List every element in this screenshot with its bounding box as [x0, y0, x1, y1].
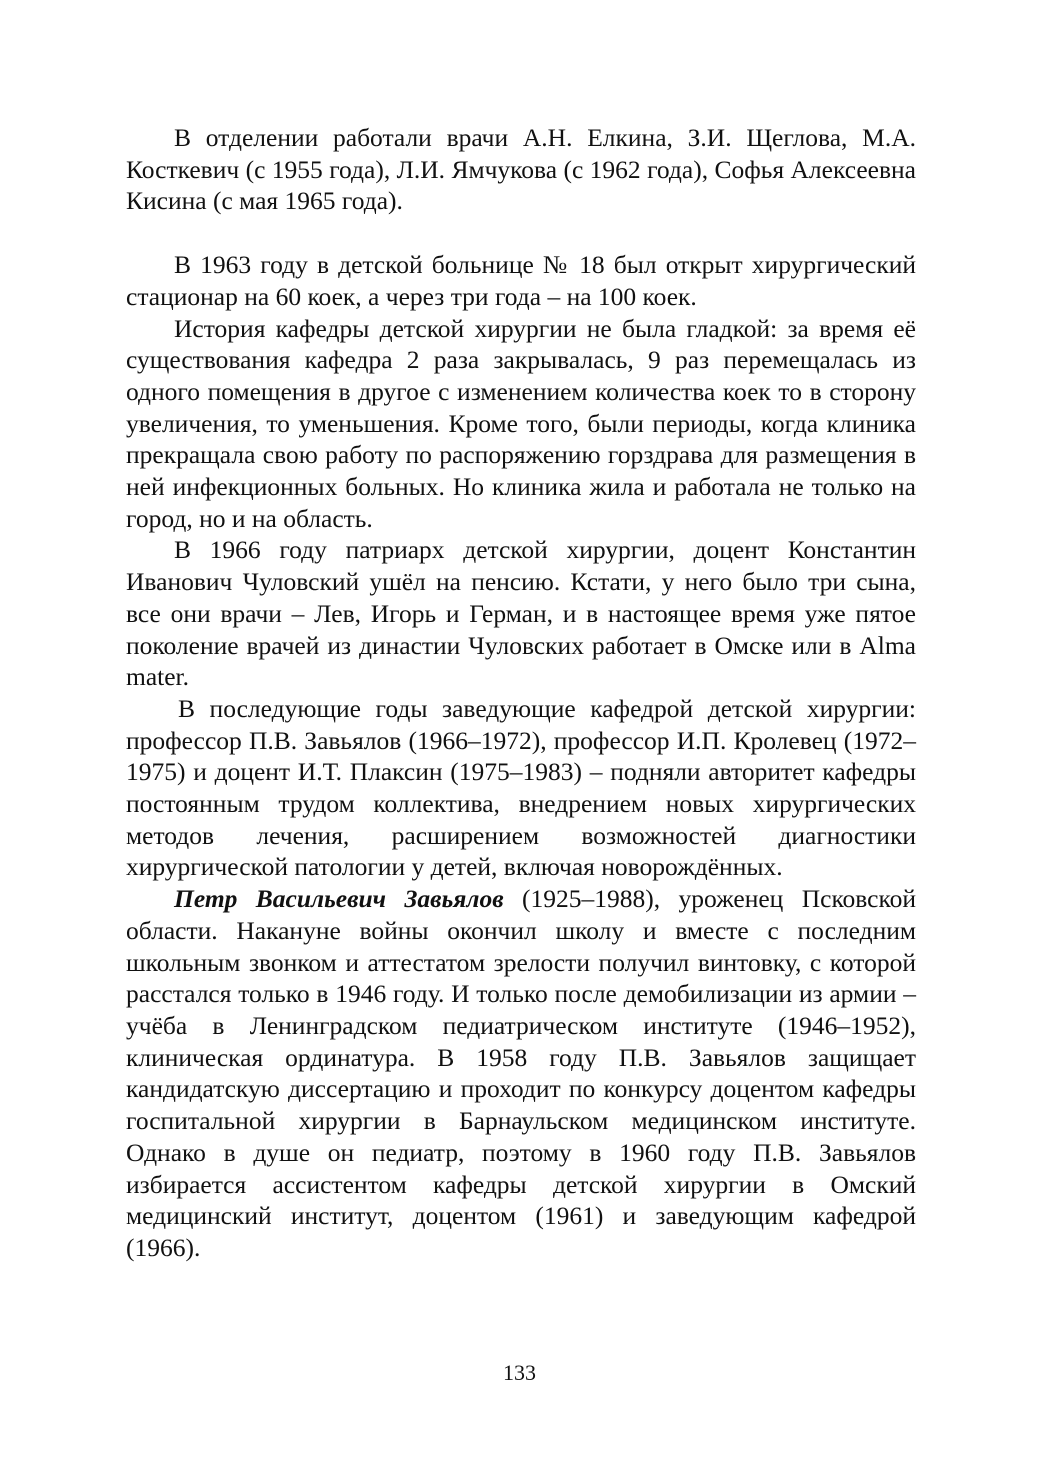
paragraph-staff: В отделении работали врачи А.Н. Елкина, З.И. Щеглова, М.А. Косткевич (с 1955 года), Л.И. Ямчукова (с 1962 года), Софья Алексеевна Кисина (с мая 1965 года). — [126, 123, 916, 216]
zavyalov-name: Петр Васильевич Завьялов — [174, 884, 504, 914]
paragraph-hospital-1963: В 1963 году в детской больнице № 18 был открыт хирургический стационар на 60 коек, а через три года – на 100 коек. — [126, 250, 916, 311]
paragraph-department-history: История кафедры детской хирургии не была гладкой: за время её существования кафедра 2 раза закрывалась, 9 раз перемещалась из одного помещения в другое с изменением количества коек то в сторону увеличения, то уменьшения. Кроме того, были периоды, когда клиника прекращала свою работу по распоряжению горздрава для размещения в ней инфекционных больных. Но клиника жила и работала не только на город, но и на область. — [126, 313, 916, 533]
page-number: 133 — [503, 1360, 536, 1385]
paragraph-zavyalov — [126, 883, 916, 1263]
zavyalov-biography: (1925–1988), уроженец Псковской области. Накануне войны окончил школу и вместе с последним школьным звонком и аттестатом зрелости получил винтовку, с которой расстался только в 1946 году. И только после демобилизации из армии – учёба в Ленинградском педиатрическом институте (1946–1952), клиническая ординатура. В 1958 году П.В. Завьялов защищает кандидатскую диссертацию и проходит по конкурсу доцентом кафедры госпитальной хирургии в Барнаульском медицинском институте. Однако в душе он педиатр, поэтому в 1960 году П.В. Завьялов избирается ассистентом кафедры детской хирургии в Омский медицинский институт, доцентом (1961) и заведующим кафедрой (1966). — [126, 884, 916, 1262]
paragraph-department-heads: В последующие годы заведующие кафедрой детской хирургии: профессор П.В. Завьялов (1966–1972), профессор И.П. Кролевец (1972–1975) и доцент И.Т. Плаксин (1975–1983) – подняли авторитет кафедры постоянным трудом коллектива, внедрением новых хирургических методов лечения, расширением возможностей диагностики хирургической патологии у детей, включая новорождённых. — [126, 693, 916, 882]
body-text — [126, 122, 916, 1264]
paragraph-chulovsky: В 1966 году патриарх детской хирургии, доцент Константин Иванович Чуловский ушёл на пенсию. Кстати, у него было три сына, все они врачи – Лев, Игорь и Герман, и в настоящее время уже пятое поколение врачей из династии Чуловских работает в Омске или в Alma mater. — [126, 535, 916, 692]
